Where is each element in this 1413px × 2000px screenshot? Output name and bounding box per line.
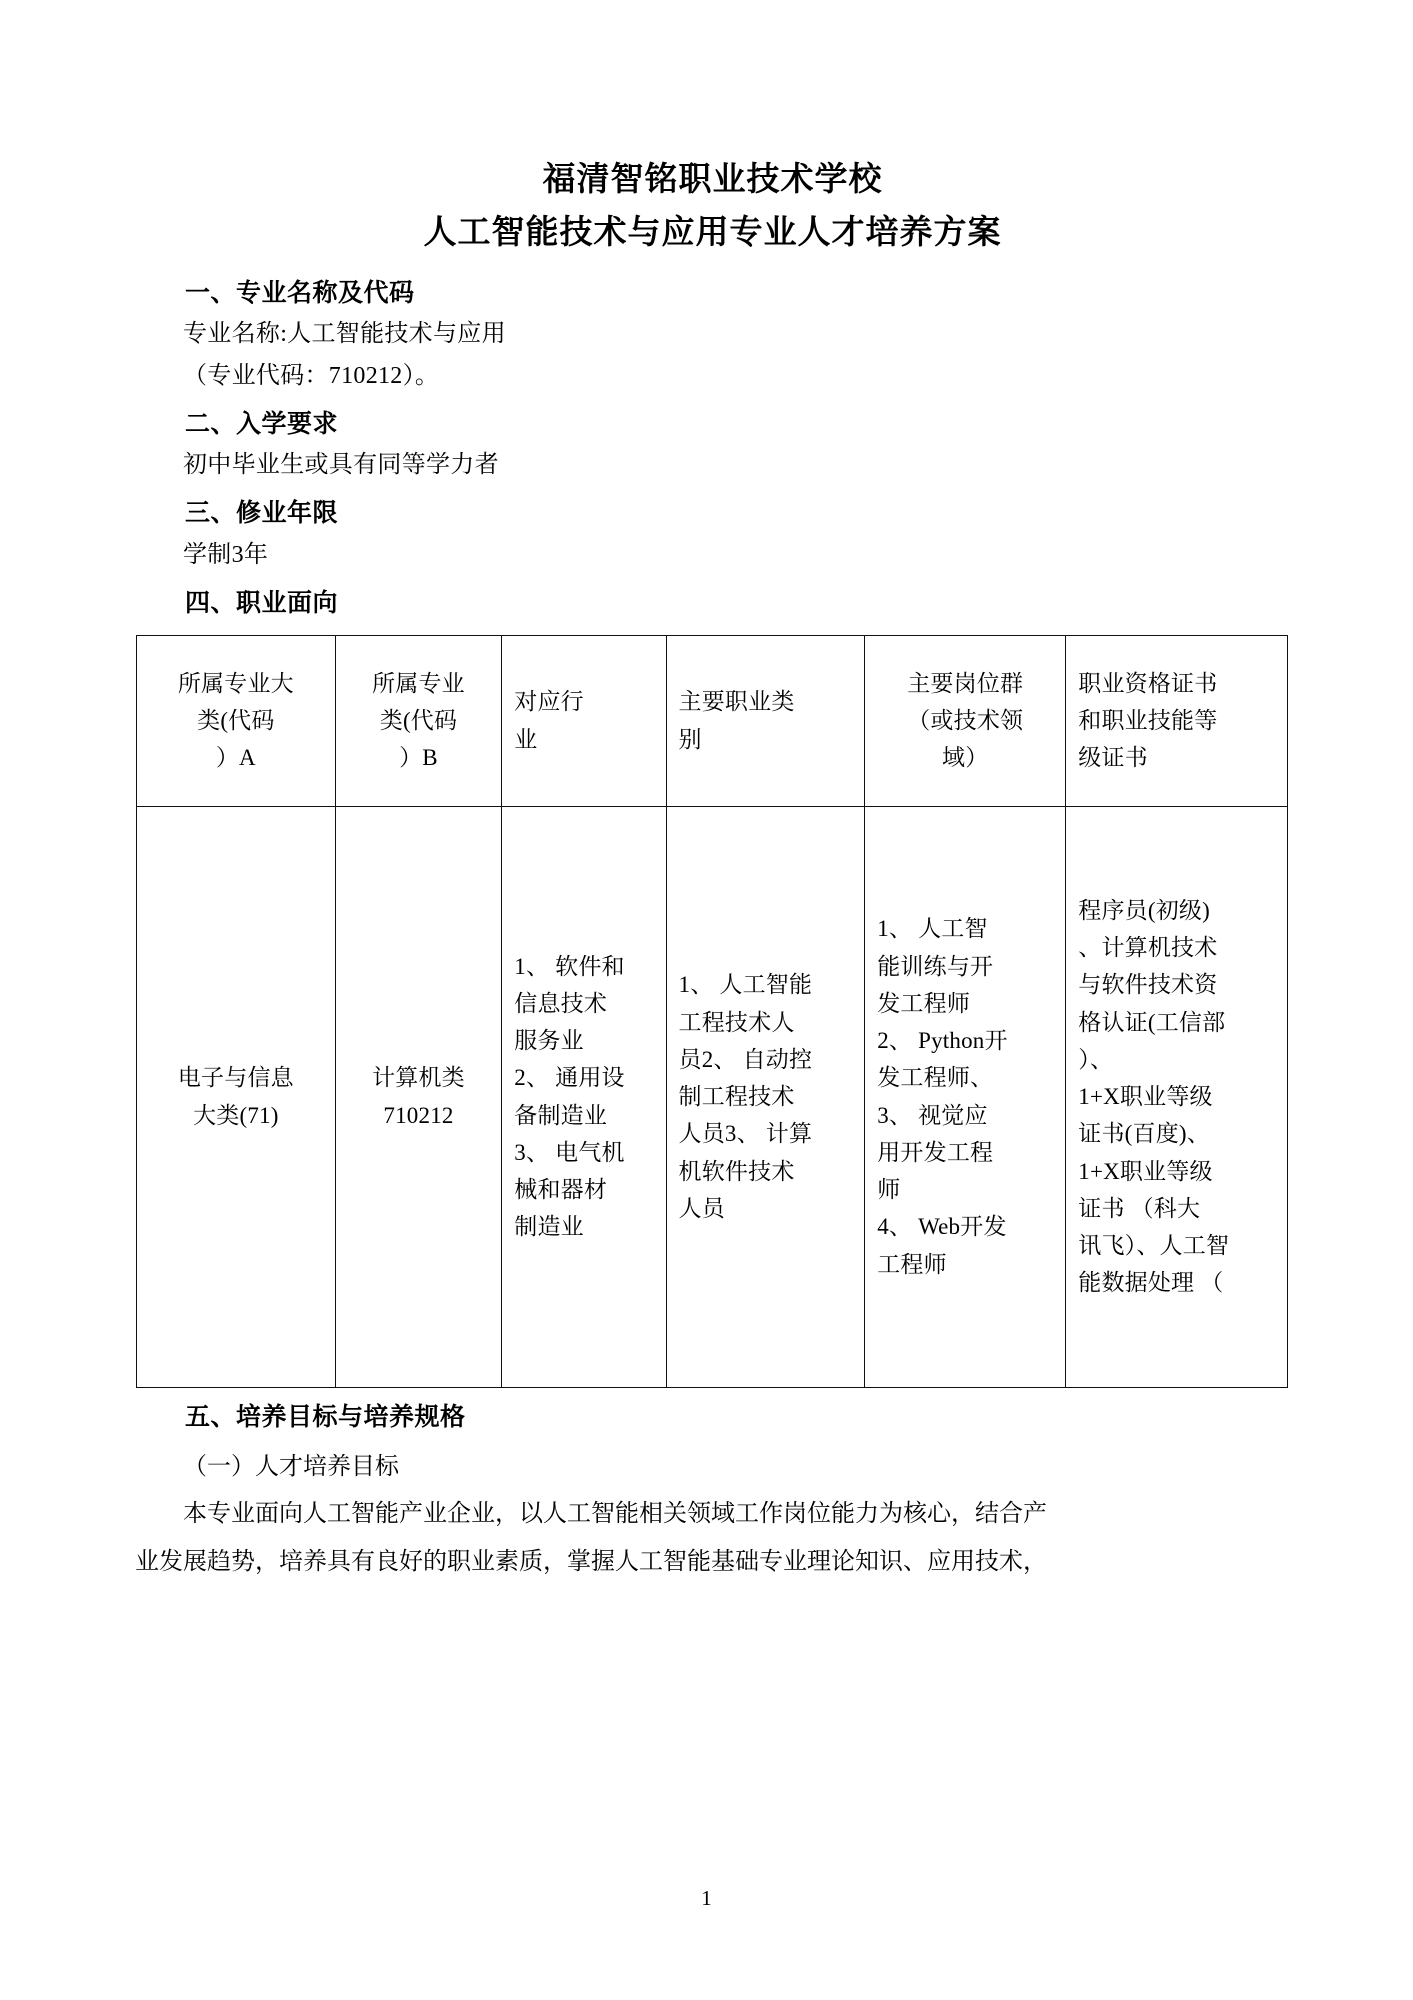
- header-line: 类(代码: [197, 708, 275, 734]
- table-header-major-class: [335, 635, 502, 806]
- page-number: 1: [701, 1886, 712, 1910]
- paragraph-text: 本专业面向人工智能产业企业，以人工智能相关领域工作岗位能力为核心，结合产: [183, 1500, 1047, 1527]
- cell-line: 1、 人工智能: [678, 972, 813, 998]
- page-content: [135, 0, 1290, 1583]
- cell-line: 格认证(工信部: [1078, 1009, 1226, 1035]
- cell-line: 2、 Python开: [877, 1028, 1008, 1054]
- cell-line: 能训练与开: [877, 953, 994, 979]
- section-5-paragraph-line-1: [135, 1493, 1290, 1535]
- cell-line: 1、 软件和: [514, 953, 625, 979]
- title-line-2: 人工智能技术与应用专业人才培养方案: [423, 213, 1002, 251]
- cell-major-class: [335, 806, 502, 1387]
- section-3-duration: 学制3年: [183, 541, 269, 568]
- cell-line: 2、 通用设: [514, 1065, 625, 1091]
- cell-line: 3、 电气机: [514, 1139, 625, 1165]
- cell-line: 工程师: [877, 1251, 947, 1277]
- heading-section-2: 二、入学要求: [185, 409, 339, 438]
- header-line: 对应行: [514, 689, 584, 715]
- cell-line: 程序员(初级): [1078, 897, 1210, 923]
- table-row: [137, 806, 1288, 1387]
- section-2-entry-requirement: 初中毕业生或具有同等学力者: [183, 452, 499, 479]
- cell-line: 能数据处理 （: [1078, 1270, 1224, 1296]
- cell-line: 证书 （科大: [1078, 1195, 1201, 1221]
- header-line: 级证书: [1078, 745, 1148, 771]
- heading-section-3: 三、修业年限: [185, 499, 339, 528]
- cell-occupation-category: [666, 806, 865, 1387]
- section-1-major-code: （专业代码：710212）。: [183, 362, 440, 389]
- cell-line: 计算机类: [372, 1065, 465, 1091]
- cell-position-group: [865, 806, 1066, 1387]
- table-header-row: [137, 635, 1288, 806]
- cell-line: 械和器材: [514, 1177, 608, 1203]
- cell-line: 与软件技术资: [1078, 972, 1218, 998]
- cell-certificates: [1066, 806, 1288, 1387]
- cell-line: 备制造业: [514, 1102, 608, 1128]
- cell-line: 人员: [678, 1195, 725, 1221]
- heading-section-4: 四、职业面向: [185, 589, 339, 618]
- cell-line: 讯飞）、人工智: [1078, 1233, 1230, 1259]
- table-header-major-category: [137, 635, 336, 806]
- cell-line: 1+X职业等级: [1078, 1084, 1213, 1110]
- header-line: ）A: [215, 745, 256, 771]
- header-line: 域）: [942, 745, 989, 771]
- header-line: ）B: [399, 745, 438, 771]
- cell-line: 用开发工程: [877, 1139, 994, 1165]
- section-5-paragraph-line-2: 业发展趋势，培养具有良好的职业素质，掌握人工智能基础专业理论知识、应用技术，: [135, 1548, 1047, 1575]
- cell-line: 大类(71): [193, 1102, 279, 1128]
- cell-line: 3、 视觉应: [877, 1102, 988, 1128]
- cell-line: 工程技术人: [678, 1009, 795, 1035]
- header-line: 职业资格证书: [1078, 670, 1218, 696]
- cell-industry: [502, 806, 666, 1387]
- table-header-certificates: [1066, 635, 1288, 806]
- header-line: 类(代码: [379, 708, 458, 734]
- header-line: （或技术领: [907, 708, 1024, 734]
- cell-line: 发工程师: [877, 990, 971, 1016]
- header-line: 所属专业: [372, 670, 465, 696]
- cell-line: 1+X职业等级: [1078, 1158, 1213, 1184]
- cell-line: 4、 Web开发: [877, 1214, 1007, 1240]
- cell-line: 电子与信息: [177, 1065, 294, 1091]
- cell-line: ）、: [1078, 1046, 1114, 1072]
- cell-line: 人员3、 计算: [678, 1121, 813, 1147]
- cell-line: 信息技术: [514, 990, 608, 1016]
- document-title-block: [135, 152, 1290, 259]
- table-header-industry: [502, 635, 666, 806]
- cell-line: 员2、 自动控: [678, 1046, 813, 1072]
- career-orientation-table: [136, 635, 1288, 1388]
- cell-line: 、计算机技术: [1078, 935, 1218, 961]
- title-line-1: 福清智铭职业技术学校: [542, 160, 883, 197]
- cell-line: 机软件技术: [678, 1158, 795, 1184]
- header-line: 主要岗位群: [907, 670, 1024, 696]
- header-line: 所属专业大: [177, 670, 294, 696]
- cell-line: 师: [877, 1177, 901, 1203]
- cell-line: 制工程技术: [678, 1084, 795, 1110]
- cell-line: 1、 人工智: [877, 916, 988, 942]
- table-header-position-group: [865, 635, 1066, 806]
- heading-section-5: 五、培养目标与培养规格: [185, 1402, 466, 1431]
- header-line: 和职业技能等: [1078, 708, 1218, 734]
- cell-line: 发工程师、: [877, 1065, 994, 1091]
- header-line: 别: [678, 726, 702, 752]
- cell-line: 制造业: [514, 1214, 584, 1240]
- cell-line: 证书(百度)、: [1078, 1121, 1210, 1147]
- heading-section-1: 一、专业名称及代码: [185, 278, 415, 307]
- cell-line: 服务业: [514, 1028, 584, 1054]
- cell-major-category: [137, 806, 336, 1387]
- cell-line: 710212: [383, 1102, 454, 1128]
- header-line: 业: [514, 726, 538, 752]
- section-5-subheading-1: （一）人才培养目标: [183, 1454, 399, 1481]
- section-1-major-name: 专业名称:人工智能技术与应用: [183, 321, 506, 348]
- header-line: 主要职业类: [678, 689, 795, 715]
- table-header-occupation-category: [666, 635, 865, 806]
